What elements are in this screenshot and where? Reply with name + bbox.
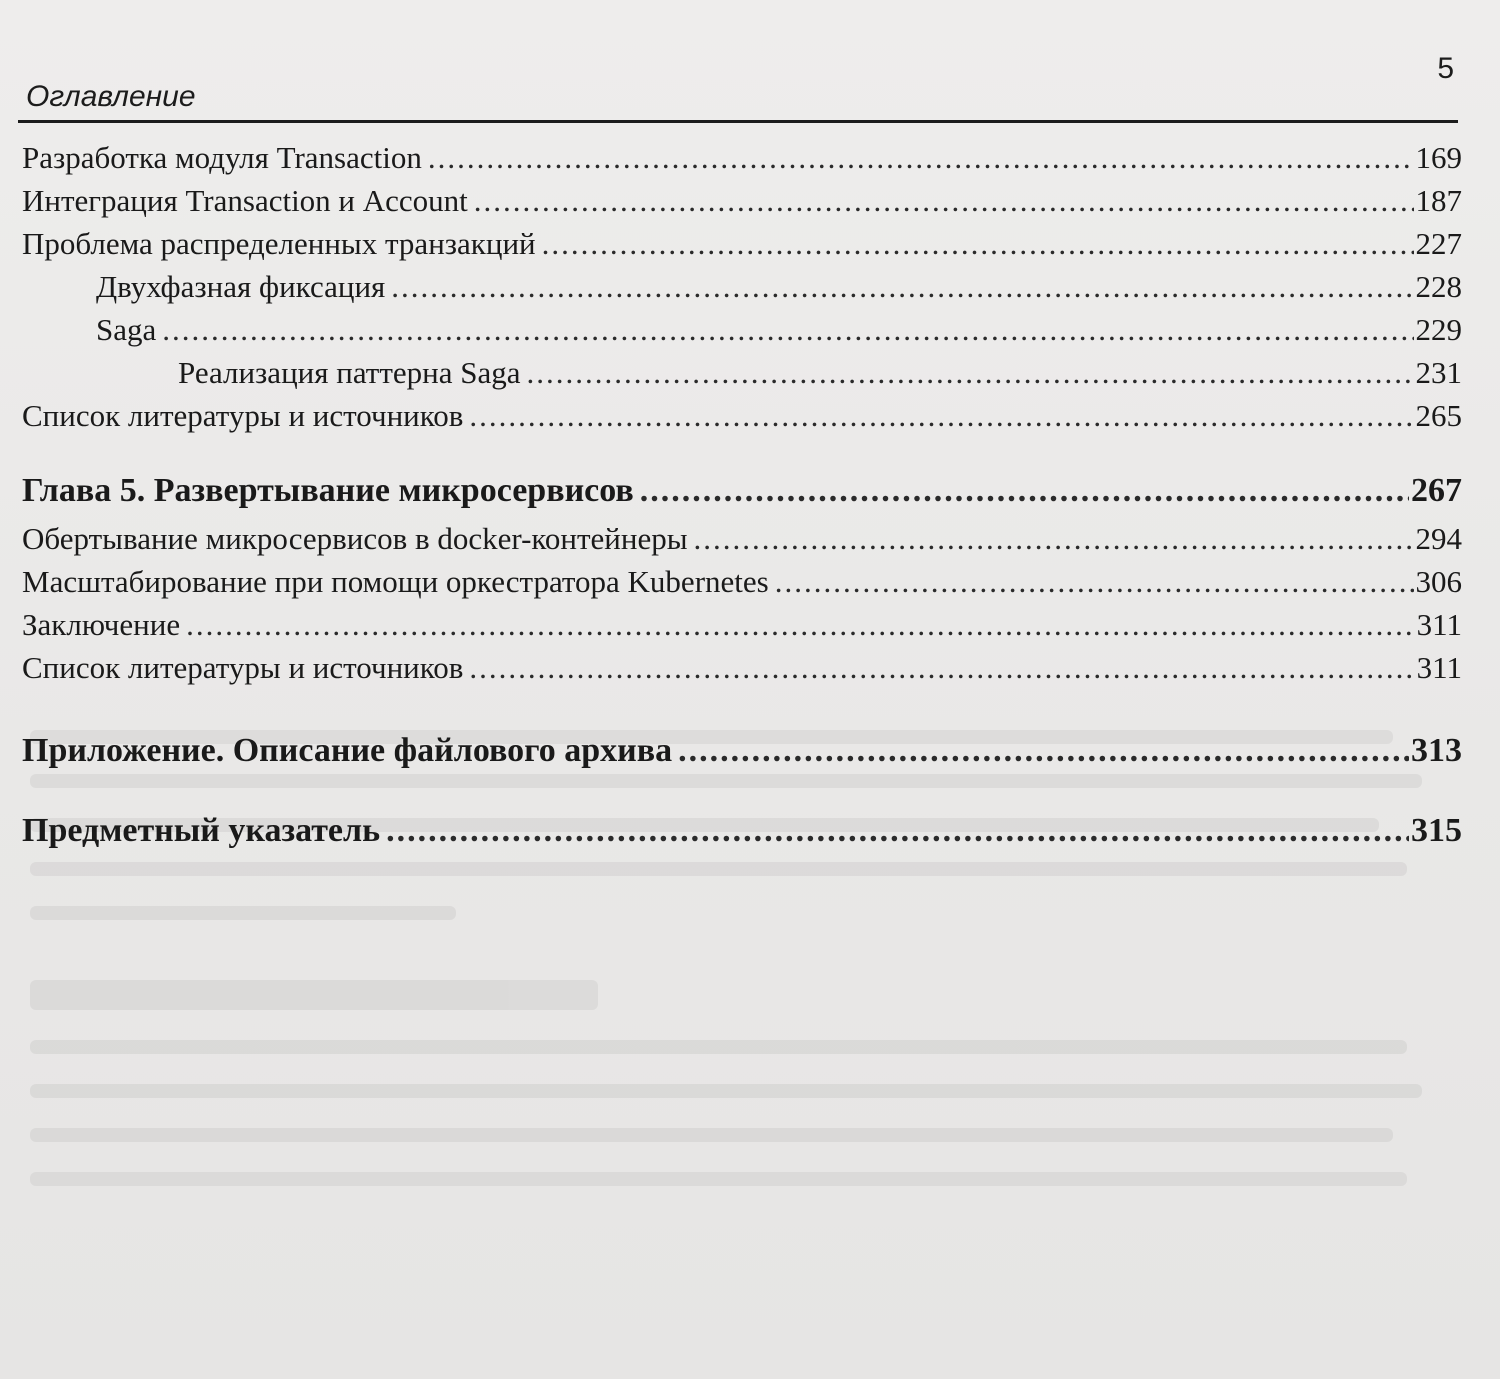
toc-entry[interactable] [22,222,1462,265]
toc-chapter-entry[interactable] [22,725,1462,777]
toc-subentry[interactable] [22,308,1462,351]
toc-entry-label: Saga [96,312,157,347]
toc-entry[interactable] [22,136,1462,179]
toc-entry-page: 231 [1415,355,1462,390]
toc-entry-page: 169 [1415,140,1462,175]
toc-chapter-page: 313 [1411,732,1462,769]
toc-chapter-entry[interactable] [22,805,1462,857]
toc-subsubentry[interactable] [22,351,1462,394]
dot-leader [775,560,1414,603]
toc-entry-page: 265 [1415,398,1462,433]
toc-entry-label: Заключение [22,607,181,642]
dot-leader [428,136,1414,179]
toc-entry-label: Обертывание микросервисов в docker-контейнеры [22,521,688,556]
toc-entry-label: Проблема распределенных транзакций [22,226,536,261]
toc-entry-label: Список литературы и источников [22,398,464,433]
toc-chapter-page: 267 [1411,472,1462,509]
dot-leader [469,646,1414,689]
dot-leader [474,179,1414,222]
toc-entry-page: 229 [1415,312,1462,347]
toc-chapter-page: 315 [1411,812,1462,849]
toc-subentry[interactable] [22,265,1462,308]
running-header [18,40,1458,123]
toc-chapter-entry[interactable] [22,465,1462,517]
toc-chapter-label: Приложение. Описание файлового архива [22,732,673,769]
header-page-number: 5 [1437,52,1454,85]
toc-entry[interactable] [22,517,1462,560]
dot-leader [391,265,1413,308]
dot-leader [694,517,1414,560]
toc-entry-page: 311 [1416,607,1462,642]
toc-entry-page: 228 [1415,269,1462,304]
dot-leader [640,465,1409,517]
toc-entry-label: Масштабирование при помощи оркестратора Kubernetes [22,564,769,599]
toc-entry-page: 227 [1415,226,1462,261]
toc-entry[interactable] [22,603,1462,646]
dot-leader [469,394,1413,437]
toc-entry-page: 311 [1416,650,1462,685]
dot-leader [527,351,1414,394]
table-of-contents [22,136,1462,857]
toc-entry-label: Разработка модуля Transaction [22,140,422,175]
dot-leader [542,222,1414,265]
toc-entry[interactable] [22,179,1462,222]
toc-chapter-label: Предметный указатель [22,812,381,849]
toc-entry-label: Список литературы и источников [22,650,464,685]
toc-entry[interactable] [22,394,1462,437]
toc-entry-page: 187 [1415,183,1462,218]
toc-entry-page: 294 [1415,521,1462,556]
toc-entry-label: Реализация паттерна Saga [178,355,521,390]
toc-chapter-label: Глава 5. Развертывание микросервисов [22,472,634,509]
header-title: Оглавление [26,80,196,113]
dot-leader [386,805,1409,857]
toc-entry[interactable] [22,646,1462,689]
dot-leader [678,725,1409,777]
dot-leader [162,308,1413,351]
toc-entry-label: Интеграция Transaction и Account [22,183,468,218]
toc-entry-page: 306 [1415,564,1462,599]
toc-entry[interactable] [22,560,1462,603]
dot-leader [186,603,1415,646]
toc-entry-label: Двухфазная фиксация [96,269,386,304]
